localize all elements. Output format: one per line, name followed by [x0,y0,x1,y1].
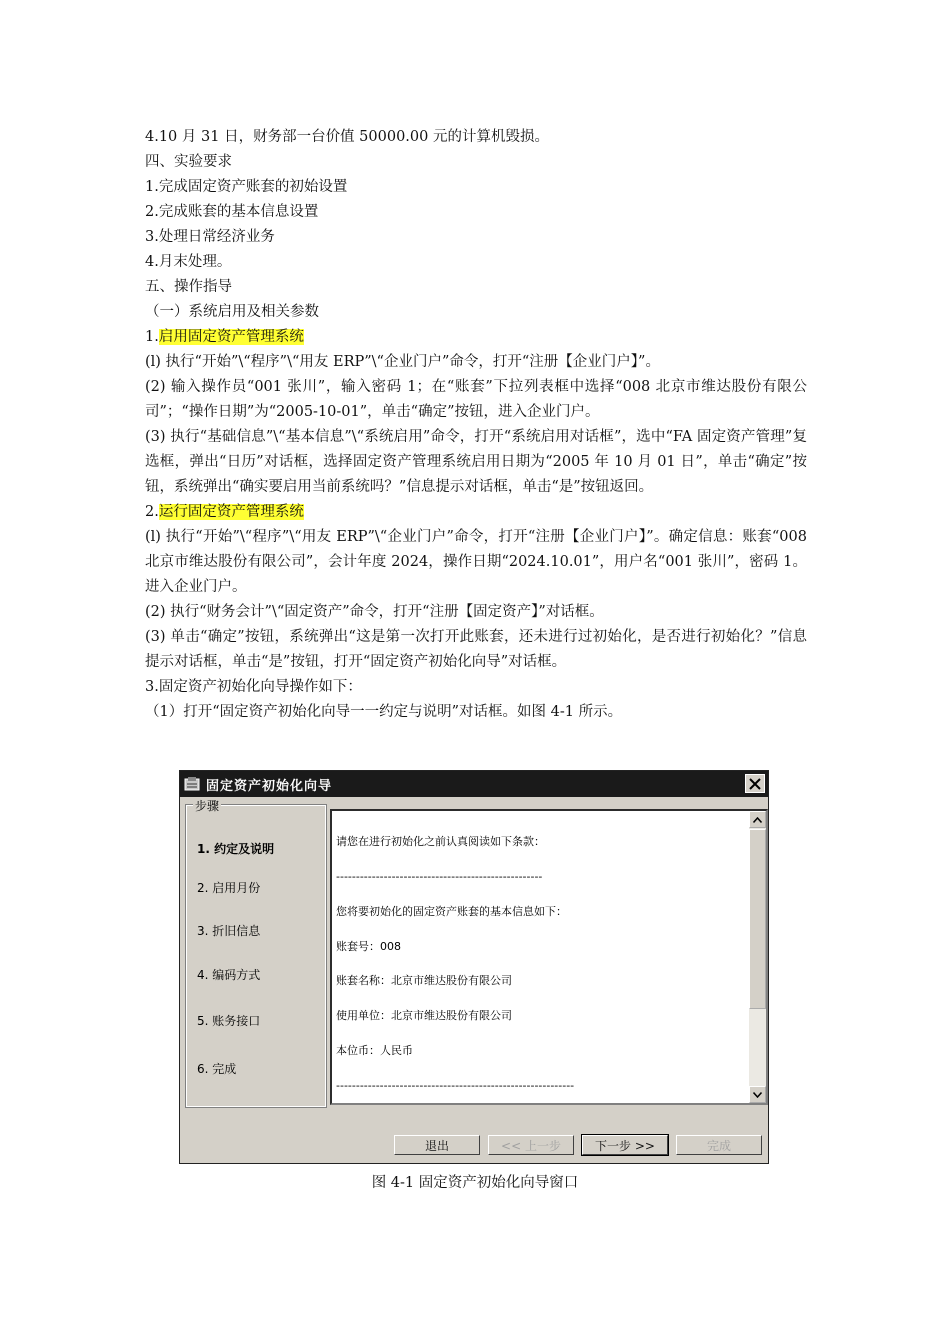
step-number: 2. [145,504,159,520]
scroll-up-button[interactable] [749,811,766,828]
text-line: 3.固定资产初始化向导操作如下： [145,679,362,695]
app-icon [184,776,200,792]
step-heading [145,325,807,350]
text-line: （1）打开“固定资产初始化向导一一约定与说明”对话框。如图 4-1 所示。 [145,704,623,720]
steps-panel [186,799,326,1107]
text-line: 2.完成账套的基本信息设置 [145,204,319,220]
step-item-agreement: 1. 约定及说明 [197,842,275,856]
step-heading [145,500,807,525]
terms-line: 本位币：人民币 [336,1043,413,1057]
step-number: 1. [145,329,159,345]
terms-line: 账套号：008 [336,939,401,953]
title-bar[interactable] [180,771,768,797]
text-line: 1.完成固定资产账套的初始设置 [145,179,348,195]
terms-line: ---------------------------------------------------- [336,869,543,883]
subsection-heading: （一）系统启用及相关参数 [145,304,319,320]
terms-text [336,813,746,1105]
scroll-down-button[interactable] [749,1086,766,1103]
button-row [394,1135,770,1155]
paragraph: (l) 执行“开始”\“程序”\“用友 ERP”\“企业门户”命令，打开“注册【企业门户】”。确定信息：账套“008 北京市维达股份有限公司”，会计年度 2024，操作日期“2024.10.01”，用户名“001 张川”，密码 1。进入企业门户。 [145,529,807,595]
chevron-down-icon [753,1092,762,1098]
step-item-accounting-interface: 5. 账务接口 [197,1014,261,1028]
step-item-depreciation: 3. 折旧信息 [197,924,261,938]
highlighted-title: 启用固定资产管理系统 [158,329,304,345]
text-line: 3.处理日常经济业务 [145,229,275,245]
terms-line: 使用单位：北京市维达股份有限公司 [336,1009,512,1023]
section-heading: 四、实验要求 [145,154,232,170]
next-button[interactable]: 下一步 >> [582,1135,668,1155]
terms-line: 您将要初始化的固定资产账套的基本信息如下： [336,904,567,918]
text-line: 4.10 月 31 日，财务部一台价值 50000.00 元的计算机毁损。 [145,129,549,145]
step-item-finish: 6. 完成 [197,1062,237,1076]
figure-caption: 图 4-1 固定资产初始化向导窗口 [371,1175,579,1191]
section-heading: 五、操作指导 [145,279,232,295]
paragraph: (2) 输入操作员“001 张川”，输入密码 1；在“账套”下拉列表框中选择“008 北京市维达股份有限公司”；“操作日期”为“2005-10-01”，单击“确定”按钮，进入企业门户。 [145,379,807,420]
text-line: 4.月末处理。 [145,254,232,270]
paragraph: (3) 单击“确定”按钮，系统弹出“这是第一次打开此账套，还未进行过初始化，是否进行初始化？”信息提示对话框，单击“是”按钮，打开“固定资产初始化向导”对话框。 [145,629,807,670]
terms-line: ------------------------------------------------------------ [336,1078,575,1092]
paragraph: (l) 执行“开始”\“程序”\“用友 ERP”\“企业门户”命令，打开“注册【企业门户】”。 [145,354,660,370]
chevron-up-icon [753,817,762,823]
document-body [145,125,807,725]
close-icon [749,778,761,790]
paragraph: (3) 执行“基础信息”\“基本信息”\“系统启用”命令，打开“系统启用对话框”，选中“FA 固定资产管理”复选框，弹出“日历”对话框，选择固定资产管理系统启用日期为“2005 年 10 月 01 日”，单击“确定”按钮，系统弹出“确实要启用当前系统吗？”信息提示对话框，单击“是”按钮返回。 [145,429,807,495]
exit-button[interactable]: 退出 [394,1135,480,1155]
highlighted-title: 运行固定资产管理系统 [158,504,304,520]
close-button[interactable] [745,774,765,793]
vertical-scrollbar[interactable] [749,811,766,1103]
step-item-coding: 4. 编码方式 [197,968,261,982]
scroll-thumb[interactable] [749,829,766,1009]
finish-button[interactable]: 完成 [676,1135,762,1155]
dialog-title: 固定资产初始化向导 [206,778,333,794]
paragraph: (2) 执行“财务会计”\“固定资产”命令，打开“注册【固定资产】”对话框。 [145,604,604,620]
terms-line: 账套名称：北京市维达股份有限公司 [336,974,512,988]
prev-button[interactable]: << 上一步 [488,1135,574,1155]
wizard-dialog [179,770,769,1164]
steps-legend: 步骤 [195,799,220,813]
terms-line: 请您在进行初始化之前认真阅读如下条款： [336,835,545,849]
step-item-start-month: 2. 启用月份 [197,881,261,895]
terms-textarea[interactable] [330,809,768,1105]
